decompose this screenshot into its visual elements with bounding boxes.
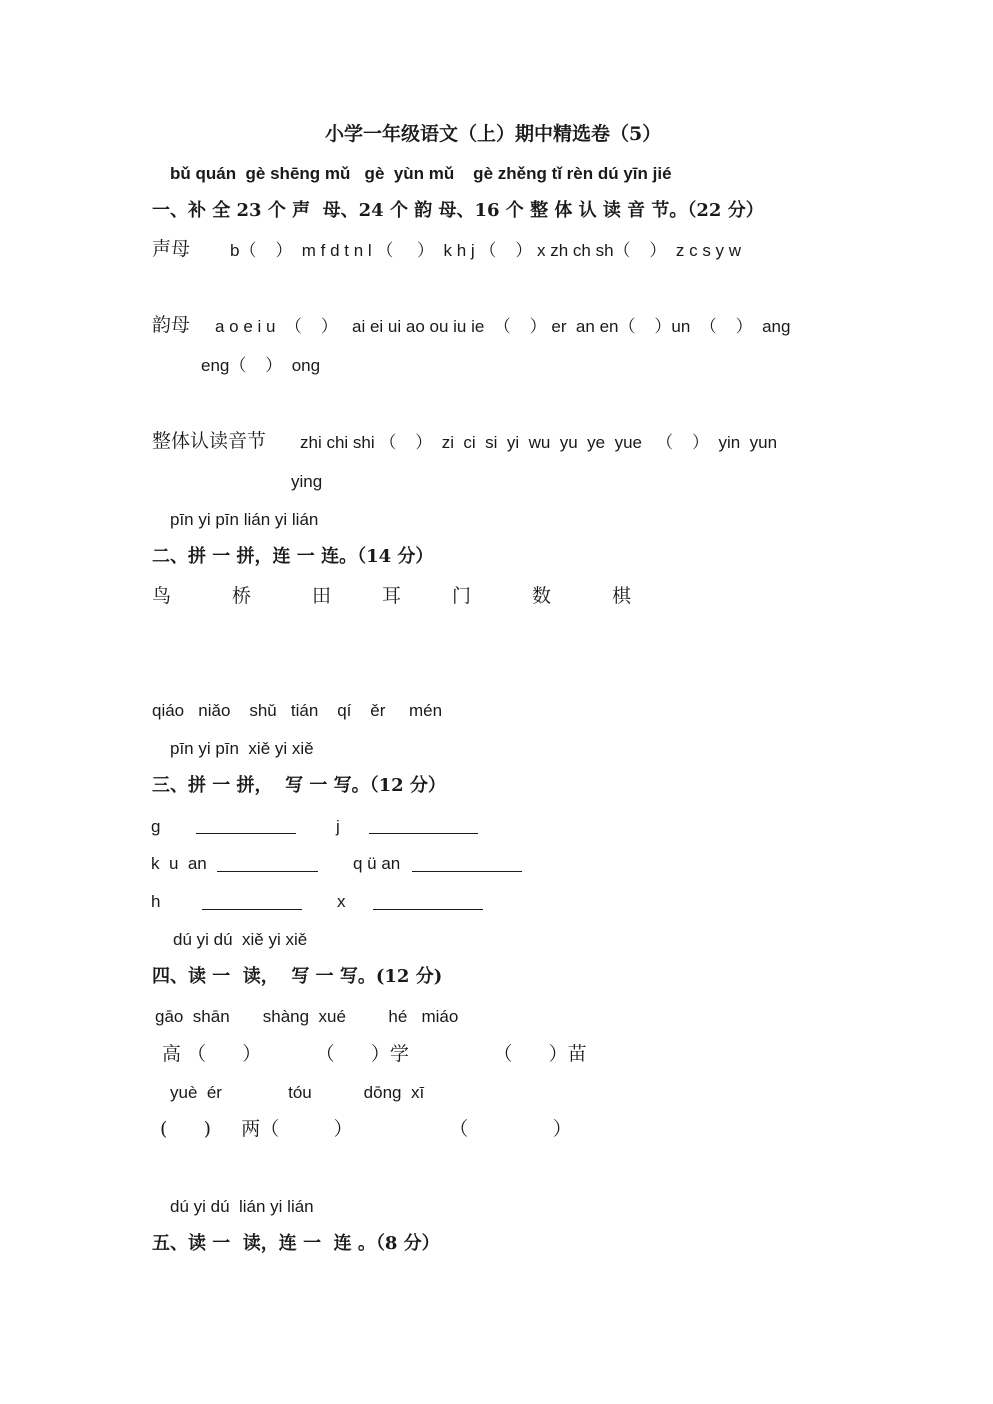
section-1-heading: 一、补 全 23 个 声 母、24 个 韵 母、16 个 整 体 认 读 音 节。（22 分） <box>152 200 764 221</box>
char-item: 棋 <box>612 585 632 607</box>
section-2-pinyin: pīn yi pīn lián yi lián <box>170 510 319 529</box>
section-1-pinyin: bǔ quán gè shēng mǔ gè yùn mǔ gè zhěng tǐ rèn dú yīn jié <box>170 164 672 183</box>
yunmu-content: a o e i u （ ） ai ei ui ao ou iu ie （ ） er an en（ ）un （ ） ang <box>215 317 791 336</box>
syllable-row: qiáo niǎo shǔ tián qí ěr mén <box>152 701 443 720</box>
shengmu-label: 声母 <box>152 238 191 260</box>
section-4-heading: 四、读 一 读， 写 一 写。(12 分) <box>152 966 443 987</box>
write-blank[interactable] <box>196 817 296 838</box>
write-row-2-left: k u an <box>151 854 207 873</box>
zhengti-content: zhi chi shi （ ） zi ci si yi wu yu ye yue （ ） yin yun <box>300 433 778 452</box>
write-row-1-right: j <box>336 817 340 836</box>
section-3-heading: 三、拼 一 拼， 写 一 写。（12 分） <box>152 775 446 796</box>
write-blank[interactable] <box>369 817 478 838</box>
yunmu-content-line2: eng（ ） ong <box>201 356 321 375</box>
zhengti-content-line2: ying <box>291 472 323 491</box>
pinyin-row-1: gāo shān shàng xué hé miáo <box>155 1007 459 1026</box>
zhengti-label: 整体认读音节 <box>152 430 267 452</box>
write-row-3-right: x <box>337 892 346 911</box>
write-row-3-left: h <box>151 892 161 911</box>
write-row-1-left: g <box>151 817 161 836</box>
section-5-pinyin: dú yi dú lián yi lián <box>170 1197 314 1216</box>
char-row-2: ( ) 两（ ） （ ） <box>160 1118 572 1140</box>
char-item: 鸟 <box>152 585 172 607</box>
char-item: 耳 <box>382 585 402 607</box>
section-5-heading: 五、读 一 读，连 一 连 。（8 分） <box>152 1233 440 1254</box>
page-title: 小学一年级语文（上）期中精选卷（5） <box>325 123 662 145</box>
char-item: 门 <box>452 585 472 607</box>
section-4-pinyin: dú yi dú xiě yi xiě <box>173 930 308 949</box>
section-3-pinyin: pīn yi pīn xiě yi xiě <box>170 739 314 758</box>
char-item: 数 <box>532 585 552 607</box>
pinyin-row-2: yuè ér tóu dōng xī <box>170 1083 425 1102</box>
section-2-heading: 二、拼 一 拼，连 一 连。（14 分） <box>152 546 434 567</box>
write-row-2-right: q ü an <box>353 854 401 873</box>
write-blank[interactable] <box>202 893 302 914</box>
write-blank[interactable] <box>217 855 318 876</box>
char-row-1: 高 （ ） （ ）学 （ ）苗 <box>162 1043 587 1065</box>
char-item: 田 <box>312 585 332 607</box>
shengmu-content: b（ ） m f d t n l （ ） k h j （ ） x zh ch sh（ ） z c s y w <box>230 241 742 260</box>
write-blank[interactable] <box>373 893 483 914</box>
char-item: 桥 <box>232 585 252 607</box>
yunmu-label: 韵母 <box>152 314 191 336</box>
write-blank[interactable] <box>412 855 522 876</box>
